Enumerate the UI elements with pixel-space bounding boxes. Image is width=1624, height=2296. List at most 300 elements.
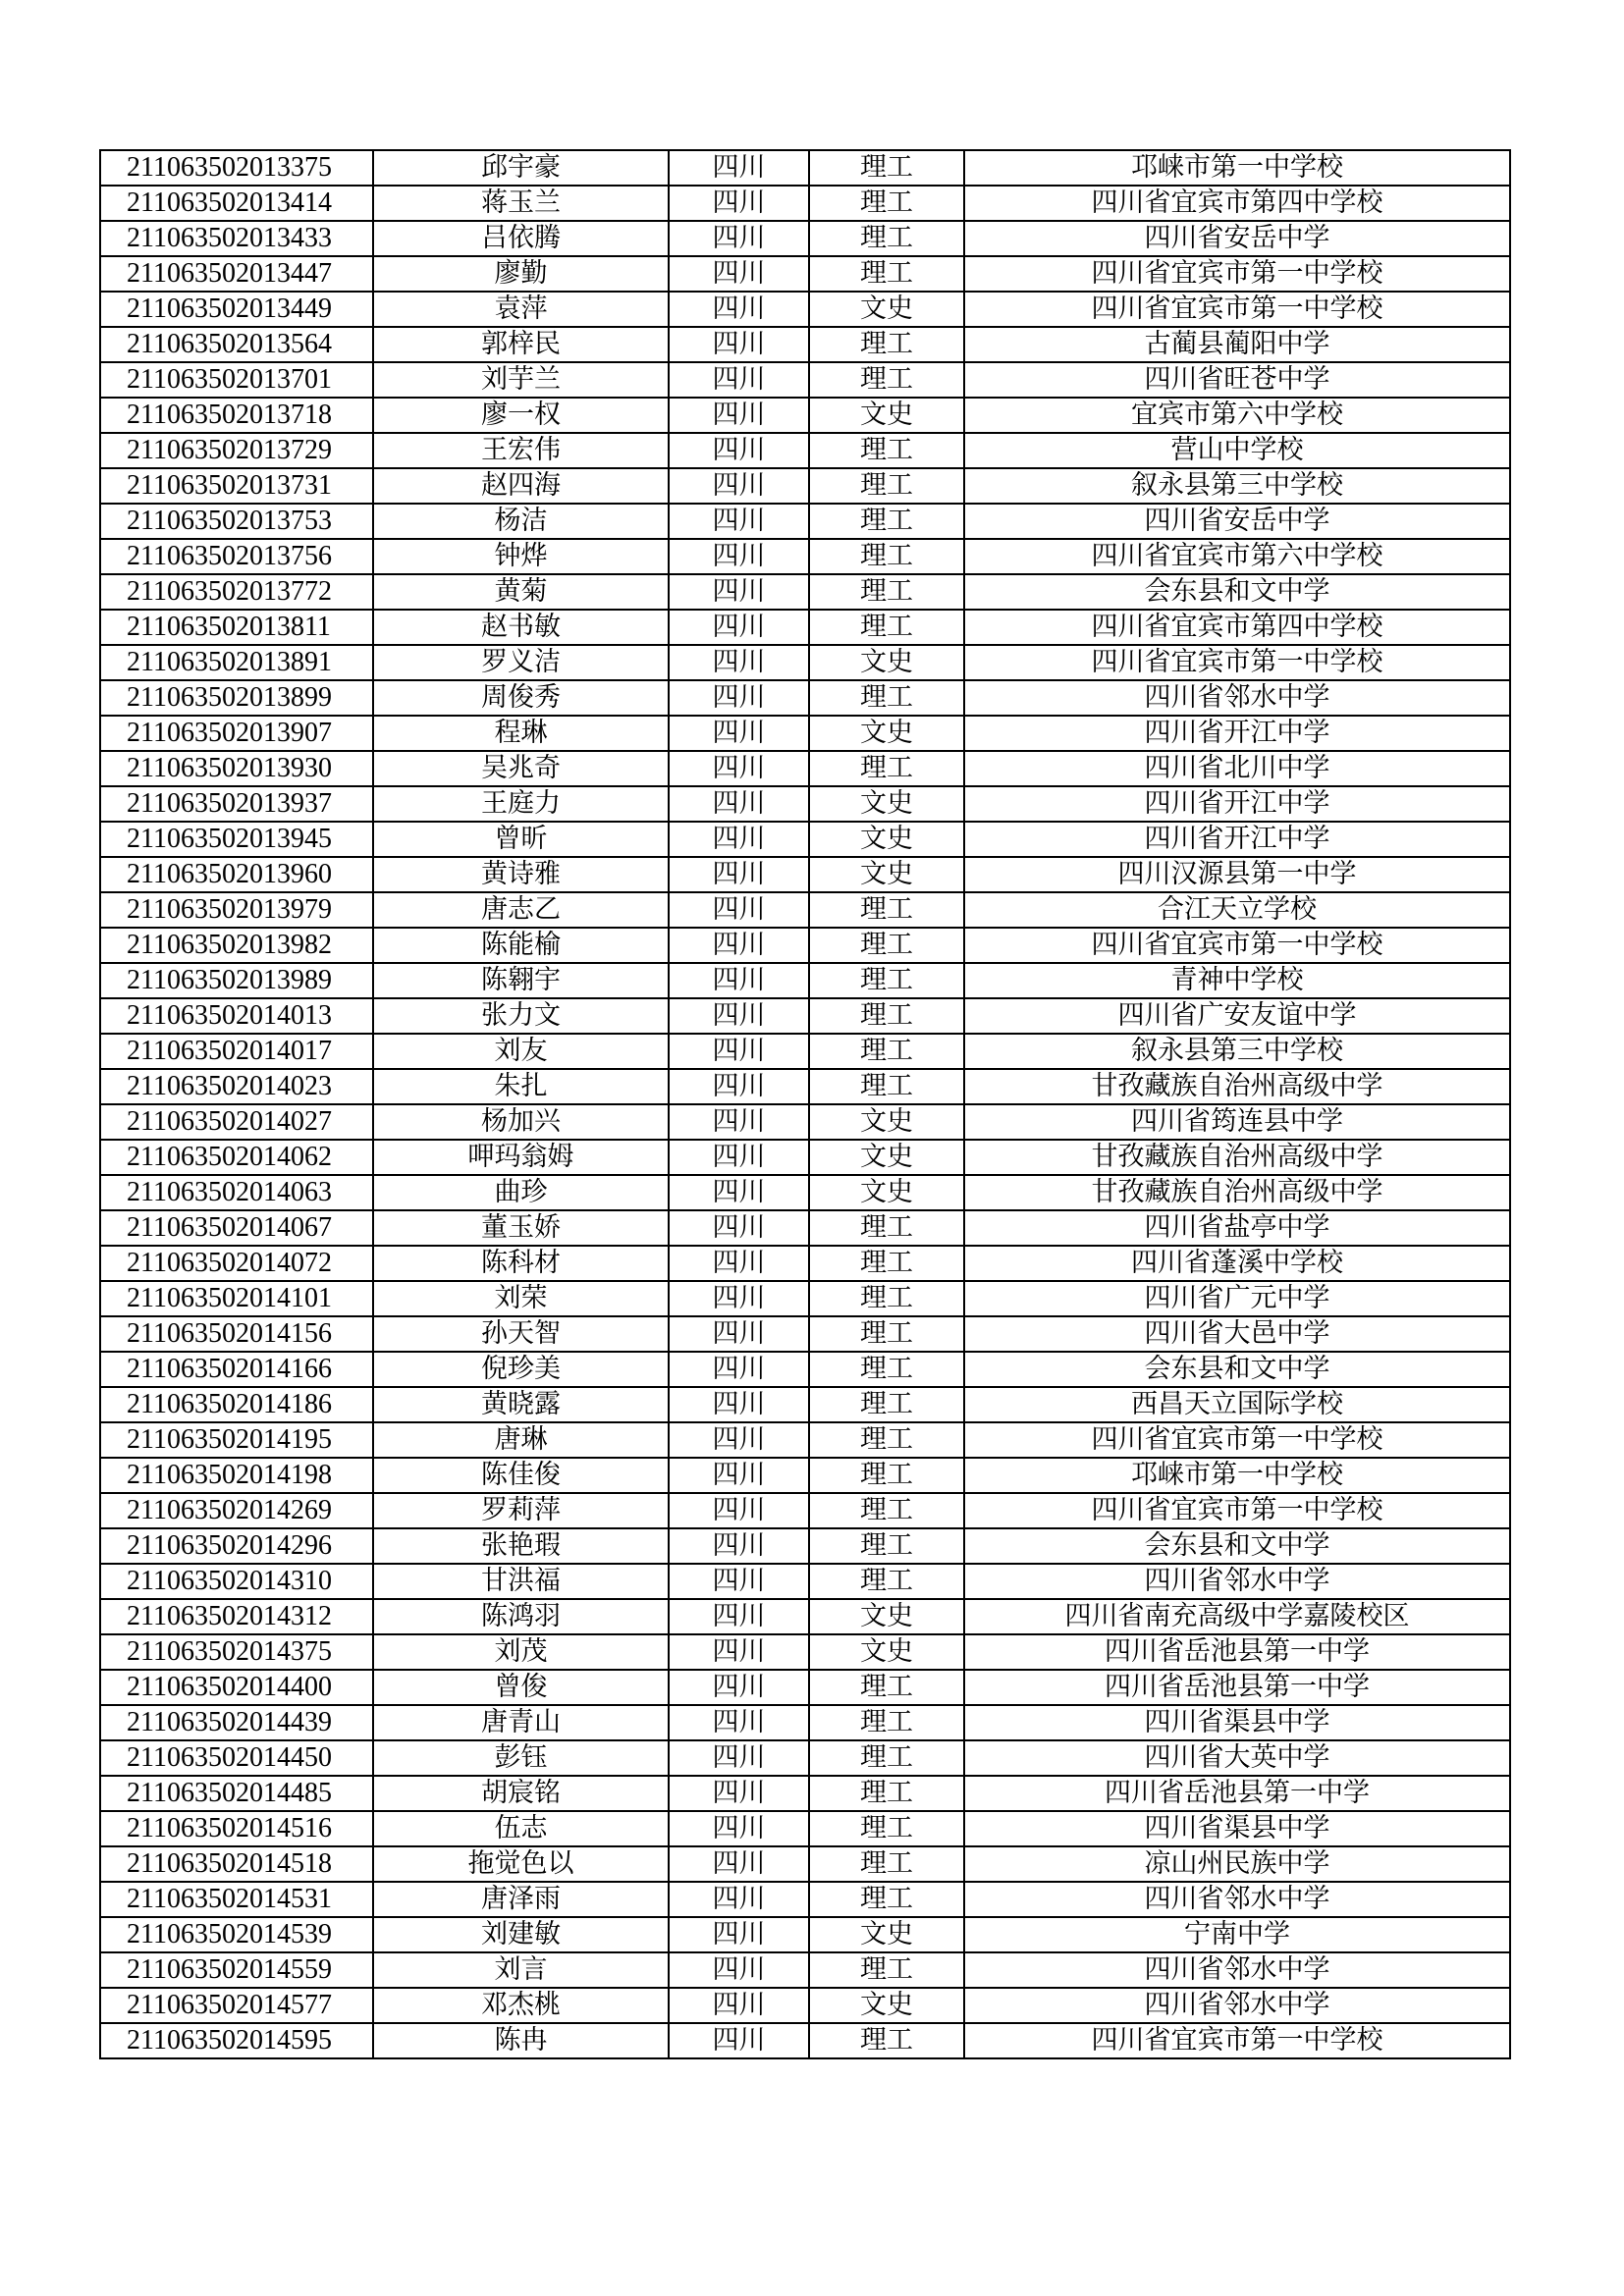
exam-number-cell: 211063502014023 [100, 1069, 373, 1104]
exam-number-cell: 211063502014516 [100, 1811, 373, 1846]
province-cell: 四川 [669, 1387, 809, 1422]
table-row [100, 1599, 1510, 1634]
province-cell: 四川 [669, 1352, 809, 1387]
subject-track-cell: 理工 [809, 539, 964, 574]
table-row [100, 433, 1510, 468]
province-cell: 四川 [669, 1246, 809, 1281]
exam-number-cell: 211063502014485 [100, 1776, 373, 1811]
school-cell: 会东县和文中学 [964, 1352, 1510, 1387]
province-cell: 四川 [669, 362, 809, 398]
exam-number-cell: 211063502014198 [100, 1458, 373, 1493]
student-name-cell: 廖一权 [373, 398, 669, 433]
table-row [100, 680, 1510, 716]
subject-track-cell: 文史 [809, 1104, 964, 1140]
student-name-cell: 张力文 [373, 998, 669, 1034]
school-cell: 四川省宜宾市第一中学校 [964, 1422, 1510, 1458]
student-name-cell: 张艳瑕 [373, 1528, 669, 1564]
exam-number-cell: 211063502014195 [100, 1422, 373, 1458]
table-row [100, 1846, 1510, 1882]
table-row [100, 751, 1510, 786]
exam-number-cell: 211063502014062 [100, 1140, 373, 1175]
table-row [100, 1210, 1510, 1246]
exam-number-cell: 211063502014013 [100, 998, 373, 1034]
exam-number-cell: 211063502013729 [100, 433, 373, 468]
province-cell: 四川 [669, 998, 809, 1034]
table-row [100, 1952, 1510, 1988]
province-cell: 四川 [669, 751, 809, 786]
school-cell: 四川省蓬溪中学校 [964, 1246, 1510, 1281]
table-row [100, 1352, 1510, 1387]
student-name-cell: 蒋玉兰 [373, 186, 669, 221]
school-cell: 四川省宜宾市第四中学校 [964, 186, 1510, 221]
student-name-cell: 杨洁 [373, 504, 669, 539]
province-cell: 四川 [669, 1104, 809, 1140]
exam-number-cell: 211063502014063 [100, 1175, 373, 1210]
school-cell: 四川省旺苍中学 [964, 362, 1510, 398]
student-name-cell: 刘荣 [373, 1281, 669, 1316]
school-cell: 四川省北川中学 [964, 751, 1510, 786]
table-row [100, 1811, 1510, 1846]
school-cell: 四川省筠连县中学 [964, 1104, 1510, 1140]
table-row [100, 1740, 1510, 1776]
school-cell: 四川省广安友谊中学 [964, 998, 1510, 1034]
school-cell: 甘孜藏族自治州高级中学 [964, 1175, 1510, 1210]
subject-track-cell: 文史 [809, 786, 964, 822]
school-cell: 四川省宜宾市第一中学校 [964, 2023, 1510, 2058]
school-cell: 四川省广元中学 [964, 1281, 1510, 1316]
table-row [100, 574, 1510, 610]
exam-number-cell: 211063502014072 [100, 1246, 373, 1281]
student-name-cell: 刘友 [373, 1034, 669, 1069]
province-cell: 四川 [669, 1140, 809, 1175]
school-cell: 四川省邻水中学 [964, 1988, 1510, 2023]
student-name-cell: 孙天智 [373, 1316, 669, 1352]
subject-track-cell: 理工 [809, 1352, 964, 1387]
subject-track-cell: 理工 [809, 1846, 964, 1882]
exam-number-cell: 211063502013701 [100, 362, 373, 398]
exam-number-cell: 211063502013772 [100, 574, 373, 610]
exam-number-cell: 211063502013449 [100, 292, 373, 327]
province-cell: 四川 [669, 645, 809, 680]
province-cell: 四川 [669, 433, 809, 468]
school-cell: 邛崃市第一中学校 [964, 1458, 1510, 1493]
province-cell: 四川 [669, 150, 809, 186]
school-cell: 四川省大英中学 [964, 1740, 1510, 1776]
subject-track-cell: 理工 [809, 751, 964, 786]
subject-track-cell: 理工 [809, 504, 964, 539]
student-name-cell: 甘洪福 [373, 1564, 669, 1599]
province-cell: 四川 [669, 1528, 809, 1564]
exam-number-cell: 211063502014156 [100, 1316, 373, 1352]
subject-track-cell: 理工 [809, 1811, 964, 1846]
school-cell: 宁南中学 [964, 1917, 1510, 1952]
subject-track-cell: 理工 [809, 221, 964, 256]
exam-number-cell: 211063502013447 [100, 256, 373, 292]
student-table-body [100, 150, 1510, 2058]
table-row [100, 221, 1510, 256]
exam-number-cell: 211063502014577 [100, 1988, 373, 2023]
subject-track-cell: 理工 [809, 327, 964, 362]
subject-track-cell: 文史 [809, 1988, 964, 2023]
subject-track-cell: 理工 [809, 680, 964, 716]
exam-number-cell: 211063502014296 [100, 1528, 373, 1564]
table-row [100, 1104, 1510, 1140]
province-cell: 四川 [669, 256, 809, 292]
subject-track-cell: 文史 [809, 292, 964, 327]
exam-number-cell: 211063502014269 [100, 1493, 373, 1528]
student-name-cell: 拖觉色以 [373, 1846, 669, 1882]
school-cell: 四川省渠县中学 [964, 1705, 1510, 1740]
table-row [100, 1882, 1510, 1917]
province-cell: 四川 [669, 1316, 809, 1352]
subject-track-cell: 理工 [809, 1882, 964, 1917]
table-row [100, 716, 1510, 751]
table-row [100, 1034, 1510, 1069]
school-cell: 四川省大邑中学 [964, 1316, 1510, 1352]
school-cell: 会东县和文中学 [964, 574, 1510, 610]
student-name-cell: 廖勤 [373, 256, 669, 292]
student-name-cell: 杨加兴 [373, 1104, 669, 1140]
subject-track-cell: 理工 [809, 433, 964, 468]
exam-number-cell: 211063502013937 [100, 786, 373, 822]
province-cell: 四川 [669, 1034, 809, 1069]
student-name-cell: 唐志乙 [373, 892, 669, 928]
table-row [100, 292, 1510, 327]
student-name-cell: 罗莉萍 [373, 1493, 669, 1528]
subject-track-cell: 理工 [809, 150, 964, 186]
subject-track-cell: 理工 [809, 610, 964, 645]
student-name-cell: 陈佳俊 [373, 1458, 669, 1493]
table-row [100, 1140, 1510, 1175]
school-cell: 四川省开江中学 [964, 786, 1510, 822]
subject-track-cell: 理工 [809, 1670, 964, 1705]
table-row [100, 857, 1510, 892]
exam-number-cell: 211063502014101 [100, 1281, 373, 1316]
exam-number-cell: 211063502014439 [100, 1705, 373, 1740]
student-name-cell: 陈能榆 [373, 928, 669, 963]
table-row [100, 610, 1510, 645]
exam-number-cell: 211063502014166 [100, 1352, 373, 1387]
province-cell: 四川 [669, 822, 809, 857]
exam-number-cell: 211063502014595 [100, 2023, 373, 2058]
student-name-cell: 王宏伟 [373, 433, 669, 468]
province-cell: 四川 [669, 398, 809, 433]
subject-track-cell: 理工 [809, 998, 964, 1034]
subject-track-cell: 文史 [809, 1175, 964, 1210]
province-cell: 四川 [669, 574, 809, 610]
province-cell: 四川 [669, 1917, 809, 1952]
table-row [100, 822, 1510, 857]
student-name-cell: 周俊秀 [373, 680, 669, 716]
province-cell: 四川 [669, 892, 809, 928]
student-name-cell: 刘芋兰 [373, 362, 669, 398]
exam-number-cell: 211063502013891 [100, 645, 373, 680]
school-cell: 青神中学校 [964, 963, 1510, 998]
subject-track-cell: 理工 [809, 186, 964, 221]
school-cell: 四川省岳池县第一中学 [964, 1670, 1510, 1705]
subject-track-cell: 理工 [809, 256, 964, 292]
province-cell: 四川 [669, 1599, 809, 1634]
exam-number-cell: 211063502013945 [100, 822, 373, 857]
exam-number-cell: 211063502014400 [100, 1670, 373, 1705]
province-cell: 四川 [669, 327, 809, 362]
table-row [100, 1705, 1510, 1740]
school-cell: 四川省开江中学 [964, 822, 1510, 857]
province-cell: 四川 [669, 680, 809, 716]
subject-track-cell: 理工 [809, 1740, 964, 1776]
province-cell: 四川 [669, 292, 809, 327]
subject-track-cell: 理工 [809, 963, 964, 998]
subject-track-cell: 理工 [809, 1705, 964, 1740]
exam-number-cell: 211063502013899 [100, 680, 373, 716]
school-cell: 四川省邻水中学 [964, 1882, 1510, 1917]
table-row [100, 327, 1510, 362]
subject-track-cell: 文史 [809, 857, 964, 892]
school-cell: 四川省岳池县第一中学 [964, 1634, 1510, 1670]
school-cell: 四川省邻水中学 [964, 1952, 1510, 1988]
table-row [100, 362, 1510, 398]
student-name-cell: 邱宇豪 [373, 150, 669, 186]
exam-number-cell: 211063502013989 [100, 963, 373, 998]
table-row [100, 786, 1510, 822]
subject-track-cell: 理工 [809, 1387, 964, 1422]
student-name-cell: 黄诗雅 [373, 857, 669, 892]
subject-track-cell: 理工 [809, 362, 964, 398]
student-name-cell: 刘建敏 [373, 1917, 669, 1952]
table-row [100, 998, 1510, 1034]
table-row [100, 2023, 1510, 2058]
student-table [99, 149, 1511, 2059]
province-cell: 四川 [669, 1846, 809, 1882]
school-cell: 西昌天立国际学校 [964, 1387, 1510, 1422]
school-cell: 古蔺县蔺阳中学 [964, 327, 1510, 362]
school-cell: 合江天立学校 [964, 892, 1510, 928]
table-row [100, 1316, 1510, 1352]
student-name-cell: 王庭力 [373, 786, 669, 822]
student-name-cell: 罗义洁 [373, 645, 669, 680]
student-name-cell: 刘言 [373, 1952, 669, 1988]
school-cell: 邛崃市第一中学校 [964, 150, 1510, 186]
exam-number-cell: 211063502014531 [100, 1882, 373, 1917]
subject-track-cell: 理工 [809, 574, 964, 610]
school-cell: 叙永县第三中学校 [964, 468, 1510, 504]
exam-number-cell: 211063502013718 [100, 398, 373, 433]
province-cell: 四川 [669, 221, 809, 256]
student-name-cell: 胡宸铭 [373, 1776, 669, 1811]
school-cell: 四川省岳池县第一中学 [964, 1776, 1510, 1811]
subject-track-cell: 理工 [809, 1210, 964, 1246]
school-cell: 四川省宜宾市第一中学校 [964, 1493, 1510, 1528]
exam-number-cell: 211063502014017 [100, 1034, 373, 1069]
exam-number-cell: 211063502013930 [100, 751, 373, 786]
table-row [100, 1988, 1510, 2023]
exam-number-cell: 211063502014027 [100, 1104, 373, 1140]
subject-track-cell: 文史 [809, 645, 964, 680]
exam-number-cell: 211063502013731 [100, 468, 373, 504]
subject-track-cell: 理工 [809, 1069, 964, 1104]
table-row [100, 186, 1510, 221]
subject-track-cell: 文史 [809, 1599, 964, 1634]
student-name-cell: 黄菊 [373, 574, 669, 610]
subject-track-cell: 文史 [809, 822, 964, 857]
province-cell: 四川 [669, 539, 809, 574]
exam-number-cell: 211063502013960 [100, 857, 373, 892]
table-row [100, 1281, 1510, 1316]
province-cell: 四川 [669, 1493, 809, 1528]
table-row [100, 1493, 1510, 1528]
student-name-cell: 程琳 [373, 716, 669, 751]
student-name-cell: 曲珍 [373, 1175, 669, 1210]
province-cell: 四川 [669, 1670, 809, 1705]
subject-track-cell: 理工 [809, 1564, 964, 1599]
school-cell: 甘孜藏族自治州高级中学 [964, 1069, 1510, 1104]
school-cell: 会东县和文中学 [964, 1528, 1510, 1564]
table-row [100, 539, 1510, 574]
province-cell: 四川 [669, 1988, 809, 2023]
exam-number-cell: 211063502014450 [100, 1740, 373, 1776]
table-row [100, 1387, 1510, 1422]
student-name-cell: 彭钰 [373, 1740, 669, 1776]
school-cell: 叙永县第三中学校 [964, 1034, 1510, 1069]
exam-number-cell: 211063502013756 [100, 539, 373, 574]
exam-number-cell: 211063502013907 [100, 716, 373, 751]
school-cell: 营山中学校 [964, 433, 1510, 468]
school-cell: 四川省邻水中学 [964, 1564, 1510, 1599]
subject-track-cell: 文史 [809, 1917, 964, 1952]
subject-track-cell: 理工 [809, 1246, 964, 1281]
exam-number-cell: 211063502014312 [100, 1599, 373, 1634]
table-row [100, 468, 1510, 504]
table-row [100, 1776, 1510, 1811]
school-cell: 四川省邻水中学 [964, 680, 1510, 716]
school-cell: 四川省宜宾市第四中学校 [964, 610, 1510, 645]
table-row [100, 1422, 1510, 1458]
subject-track-cell: 文史 [809, 398, 964, 433]
province-cell: 四川 [669, 1281, 809, 1316]
province-cell: 四川 [669, 1422, 809, 1458]
subject-track-cell: 文史 [809, 1634, 964, 1670]
subject-track-cell: 理工 [809, 1458, 964, 1493]
student-name-cell: 邓杰桃 [373, 1988, 669, 2023]
table-row [100, 1634, 1510, 1670]
province-cell: 四川 [669, 468, 809, 504]
exam-number-cell: 211063502013564 [100, 327, 373, 362]
student-name-cell: 董玉娇 [373, 1210, 669, 1246]
table-row [100, 504, 1510, 539]
student-name-cell: 郭梓民 [373, 327, 669, 362]
student-name-cell: 朱扎 [373, 1069, 669, 1104]
exam-number-cell: 211063502013414 [100, 186, 373, 221]
province-cell: 四川 [669, 928, 809, 963]
exam-number-cell: 211063502014559 [100, 1952, 373, 1988]
exam-number-cell: 211063502014186 [100, 1387, 373, 1422]
province-cell: 四川 [669, 186, 809, 221]
exam-number-cell: 211063502014310 [100, 1564, 373, 1599]
exam-number-cell: 211063502013979 [100, 892, 373, 928]
table-row [100, 1564, 1510, 1599]
subject-track-cell: 理工 [809, 1034, 964, 1069]
table-row [100, 1917, 1510, 1952]
school-cell: 宜宾市第六中学校 [964, 398, 1510, 433]
province-cell: 四川 [669, 1458, 809, 1493]
province-cell: 四川 [669, 1811, 809, 1846]
student-name-cell: 吴兆奇 [373, 751, 669, 786]
exam-number-cell: 211063502013375 [100, 150, 373, 186]
province-cell: 四川 [669, 1952, 809, 1988]
school-cell: 凉山州民族中学 [964, 1846, 1510, 1882]
school-cell: 四川省安岳中学 [964, 504, 1510, 539]
exam-number-cell: 211063502014067 [100, 1210, 373, 1246]
province-cell: 四川 [669, 1776, 809, 1811]
student-name-cell: 陈翱宇 [373, 963, 669, 998]
province-cell: 四川 [669, 610, 809, 645]
exam-number-cell: 211063502013811 [100, 610, 373, 645]
school-cell: 四川省宜宾市第一中学校 [964, 645, 1510, 680]
province-cell: 四川 [669, 504, 809, 539]
school-cell: 四川汉源县第一中学 [964, 857, 1510, 892]
student-name-cell: 刘茂 [373, 1634, 669, 1670]
student-name-cell: 赵四海 [373, 468, 669, 504]
table-row [100, 150, 1510, 186]
student-name-cell: 钟烨 [373, 539, 669, 574]
student-name-cell: 唐青山 [373, 1705, 669, 1740]
student-name-cell: 伍志 [373, 1811, 669, 1846]
exam-number-cell: 211063502014375 [100, 1634, 373, 1670]
student-name-cell: 黄晓露 [373, 1387, 669, 1422]
subject-track-cell: 文史 [809, 1140, 964, 1175]
table-row [100, 645, 1510, 680]
school-cell: 四川省安岳中学 [964, 221, 1510, 256]
table-row [100, 1069, 1510, 1104]
table-row [100, 1528, 1510, 1564]
school-cell: 甘孜藏族自治州高级中学 [964, 1140, 1510, 1175]
student-name-cell: 唐琳 [373, 1422, 669, 1458]
exam-number-cell: 211063502013982 [100, 928, 373, 963]
student-name-cell: 唐泽雨 [373, 1882, 669, 1917]
school-cell: 四川省宜宾市第一中学校 [964, 928, 1510, 963]
table-row [100, 398, 1510, 433]
province-cell: 四川 [669, 2023, 809, 2058]
province-cell: 四川 [669, 1210, 809, 1246]
subject-track-cell: 理工 [809, 1281, 964, 1316]
province-cell: 四川 [669, 716, 809, 751]
table-row [100, 1175, 1510, 1210]
subject-track-cell: 理工 [809, 1952, 964, 1988]
province-cell: 四川 [669, 963, 809, 998]
province-cell: 四川 [669, 1705, 809, 1740]
province-cell: 四川 [669, 1069, 809, 1104]
province-cell: 四川 [669, 1175, 809, 1210]
school-cell: 四川省宜宾市第一中学校 [964, 292, 1510, 327]
subject-track-cell: 文史 [809, 716, 964, 751]
exam-number-cell: 211063502013433 [100, 221, 373, 256]
school-cell: 四川省渠县中学 [964, 1811, 1510, 1846]
table-row [100, 1670, 1510, 1705]
province-cell: 四川 [669, 1740, 809, 1776]
student-name-cell: 呷玛翁姆 [373, 1140, 669, 1175]
province-cell: 四川 [669, 857, 809, 892]
province-cell: 四川 [669, 1882, 809, 1917]
school-cell: 四川省开江中学 [964, 716, 1510, 751]
student-name-cell: 赵书敏 [373, 610, 669, 645]
school-cell: 四川省宜宾市第六中学校 [964, 539, 1510, 574]
table-row [100, 256, 1510, 292]
student-name-cell: 吕依腾 [373, 221, 669, 256]
school-cell: 四川省南充高级中学嘉陵校区 [964, 1599, 1510, 1634]
table-row [100, 1458, 1510, 1493]
student-name-cell: 曾俊 [373, 1670, 669, 1705]
subject-track-cell: 理工 [809, 928, 964, 963]
